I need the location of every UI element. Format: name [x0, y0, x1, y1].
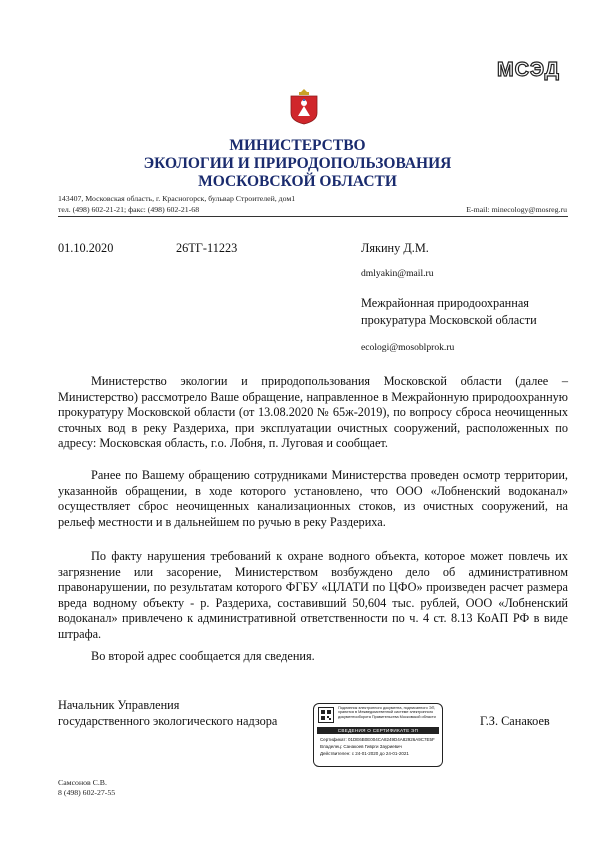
stamp-title: СВЕДЕНИЯ О СЕРТИФИКАТЕ ЭП [317, 727, 439, 734]
ministry-address: 143407, Московская область, г. Красногорск, бульвар Строителей, дом1 [58, 194, 296, 203]
ministry-title-line3: МОСКОВСКОЙ ОБЛАСТИ [198, 173, 397, 190]
msed-emblem-icon [318, 707, 334, 723]
stamp-validity: Действителен: с 24-01-2020 до 24-01-2021 [320, 751, 409, 756]
stamp-owner: Владелец: Санакоев Гиврги Зауриевич [320, 744, 402, 749]
header-divider [58, 216, 568, 217]
letter-date: 01.10.2020 [58, 241, 114, 255]
msed-logo: МСЭД [497, 59, 560, 81]
ministry-title-line2: ЭКОЛОГИИ И ПРИРОДОПОЛЬЗОВАНИЯ [143, 155, 452, 172]
recipient-org-email[interactable]: ecologi@mosoblprok.ru [361, 342, 455, 353]
recipient-name: Лякину Д.М. [361, 241, 429, 255]
executor-phone: 8 (498) 602-27-55 [58, 788, 116, 797]
ministry-title-line1: МИНИСТЕРСТВО [229, 137, 366, 154]
signer-position-line2: государственного экологического надзора [58, 714, 278, 728]
stamp-certificate: Сертификат: 01DE6B0E004CA8249D4A82926A9C7E5F [320, 737, 435, 742]
signer-name: Г.З. Санакоев [480, 714, 550, 728]
registration-number: 26ТГ-11223 [176, 241, 238, 255]
coat-of-arms-icon [289, 87, 319, 125]
signer-position-line1: Начальник Управления [58, 698, 180, 712]
recipient-org-line1: Межрайонная природоохранная [361, 296, 529, 310]
body-paragraph-3: По факту нарушения требований к охране водного объекта, которое может повлечь их загрязнение или засорение, Министерством возбуждено дело об административном правонарушении, по результатам которого ФГБУ «ЦЛАТИ по ЦФО» произведен расчет размера вреда водному объекту - р. Раздериха, составивший 50,604 тыс. рублей, ООО «Лобненский водоканал» привлечено к административной ответственности по ч. 4 ст. 8.13 КоАП РФ в виде штрафа. [58, 549, 568, 641]
recipient-org-line2: прокуратура Московской области [361, 313, 537, 327]
stamp-notice: Подлинник электронного документа, подписанного ЭП, хранится в Межведомственной системе электронного документооборота Правительства Московской области [338, 706, 436, 719]
body-paragraph-4: Во второй адрес сообщается для сведения. [91, 649, 315, 663]
executor-name: Самсонов С.В. [58, 778, 107, 787]
ministry-phone: тел. (498) 602-21-21; факс: (498) 602-21-68 [58, 205, 200, 214]
electronic-signature-stamp [313, 703, 443, 767]
body-paragraph-1: Министерство экологии и природопользования Московской области (далее – Министерство) рассмотрело Ваше обращение, направленное в Межрайонную природоохранную прокуратуру Московской области (от 13.08.2020 № 65ж-2019), по вопросу сброса неочищенных сточных вод в реку Раздериха, при эксплуатации очистных сооружений, расположенных по адресу: Московская область, г.о. Лобня, п. Луговая и сообщает. [58, 374, 568, 451]
body-paragraph-2: Ранее по Вашему обращению сотрудниками Министерства проведен осмотр территории, указаннойв обращении, в ходе которого установлено, что ООО «Лобненский водоканал» осуществляет сброс неочищенных канализационных стоков, из очистных сооружений, на рельеф местности и в дальнейшем по ручью в реку Раздериха. [58, 468, 568, 529]
recipient-email[interactable]: dmlyakin@mail.ru [361, 268, 434, 279]
ministry-email[interactable]: E-mail: minecology@mosreg.ru [466, 205, 567, 214]
